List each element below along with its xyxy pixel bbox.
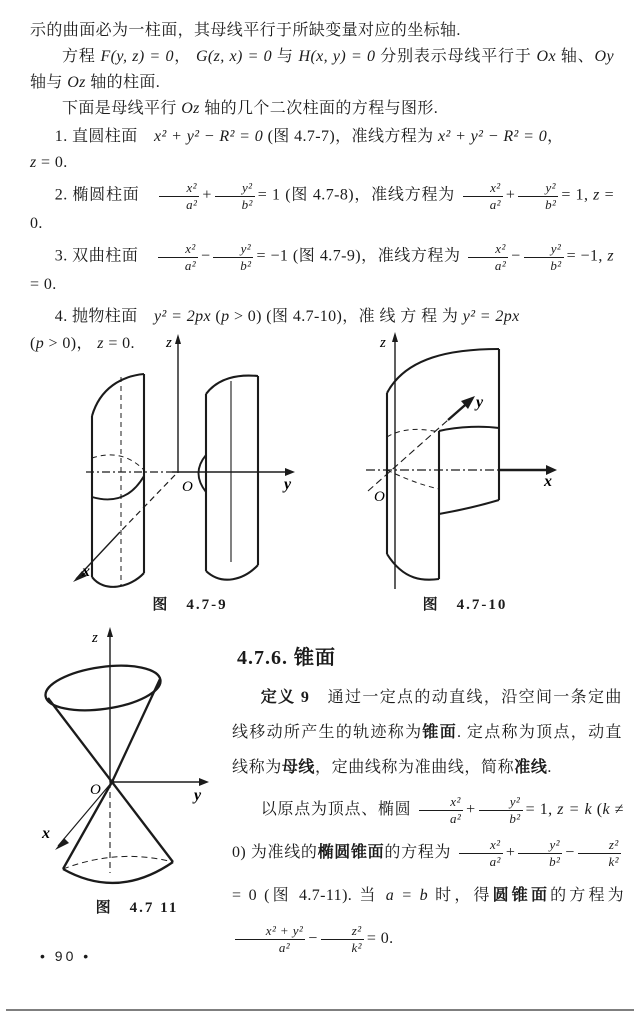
list-item-1-line-1: 1. 直圆柱面 x² + y² − R² = 0 (图 4.7-7)，准线方程为 x² + y² − R² = 0，	[54, 128, 564, 145]
intro-paragraph-2: 方程 F(y, z) = 0， G(z, x) = 0 与 H(x, y) = 0 分别表示母线平行于 Ox 轴、Oy 轴与 Oz 轴的柱面.	[30, 48, 614, 91]
fig9-right-sheet	[199, 376, 259, 580]
fig9-axes	[73, 334, 295, 582]
list-item-4-line-1: 4. 抛物柱面 y² = 2px (p > 0) (图 4.7-10)，准 线 方 程 为 y² = 2px	[54, 308, 520, 325]
figure-4-7-11-caption: 图 4.7 11	[95, 900, 179, 916]
fig9-left-sheet	[92, 374, 144, 587]
fig11-x-axis-label: x	[42, 825, 50, 842]
fig10-x-axis-label: x	[544, 473, 552, 490]
fig10-z-axis-label: z	[380, 335, 386, 351]
fig10-surface	[387, 349, 499, 580]
fig9-origin-label: O	[182, 479, 193, 495]
list-item-4-line-2: (p > 0)， z = 0.	[30, 335, 135, 352]
intro-paragraph-3: 下面是母线平行 Oz 轴的几个二次柱面的方程与图形.	[62, 100, 439, 117]
list-item-1-line-2: z = 0.	[30, 154, 68, 171]
cone-equation-paragraph: 以原点为顶点、椭圆 $\frac{\text{x²}}{\text{a²}}$ + $\frac{\text{y²}}{\text{b²}}$ = 1, z = k (k ≠ 0) 为准线的椭圆锥面的方程为 $\frac{\text{x²}}{\text{a²}}$ + $\frac{\text{y²}}{\text{b²}}$ − $\frac{\text{z²}}{\text{k²}}$ = 0 (图 4.7-11). 当 a = b 时，得圆锥面的方程为 $\frac{\text{x² + y²}}{\text{a²}}$ − $\frac{\text{z²}}{\text{k²}}$ = 0.	[232, 794, 624, 956]
figure-4-7-10-parabolic-cylinder	[348, 329, 620, 593]
fig11-upper-cone	[43, 659, 164, 782]
fig10-origin-label: O	[374, 489, 385, 505]
fig11-lower-cone	[63, 782, 173, 883]
list-item-2: 2. 椭圆柱面 $\frac{\text{x²}}{\text{a²}}$ + $\frac{\text{y²}}{\text{b²}}$ = 1 (图 4.7-8)，准线方程为 $\frac{\text{x²}}{\text{a²}}$ + $\frac{\text{y²}}{\text{b²}}$ = 1, z = 0.	[30, 180, 615, 232]
figure-4-7-9-caption: 图 4.7-9	[152, 597, 228, 613]
section-heading-4-7-6: 4.7.6. 锥面	[237, 647, 336, 669]
list-item-3: 3. 双曲柱面 $\frac{\text{x²}}{\text{a²}}$ − $\frac{\text{y²}}{\text{b²}}$ = −1 (图 4.7-9)，准线方程为 $\frac{\text{x²}}{\text{a²}}$ − $\frac{\text{y²}}{\text{b²}}$ = −1, z = 0.	[30, 241, 614, 293]
figure-4-7-9-hyperbolic-cylinder	[38, 331, 343, 593]
fig9-z-axis-label: z	[166, 335, 172, 351]
fig10-y-axis-label: y	[476, 394, 484, 411]
fig10-axes	[366, 332, 557, 589]
fig11-y-axis-label: y	[194, 787, 202, 804]
bottom-rule	[6, 1009, 634, 1011]
intro-paragraph-1: 示的曲面必为一柱面，其母线平行于所缺变量对应的坐标轴.	[30, 22, 461, 39]
fig9-y-axis-label: y	[284, 476, 292, 493]
figure-4-7-10-caption: 图 4.7-10	[422, 597, 508, 613]
fig11-apex-point	[110, 780, 115, 785]
fig11-z-axis-label: z	[92, 630, 98, 646]
fig11-axes	[55, 627, 209, 873]
page-number: • 90 •	[40, 948, 92, 964]
cone-definition-paragraph: 定义 9 通过一定点的动直线，沿空间一条定曲线移动所产生的轨迹称为锥面. 定点称为顶点，动直线称为母线，定曲线称为准曲线，简称准线.	[232, 689, 622, 776]
figure-4-7-11-cone	[30, 622, 240, 892]
fig9-x-axis-label: x	[82, 563, 90, 580]
fig11-origin-label: O	[90, 782, 101, 798]
intro-block	[30, 18, 614, 357]
